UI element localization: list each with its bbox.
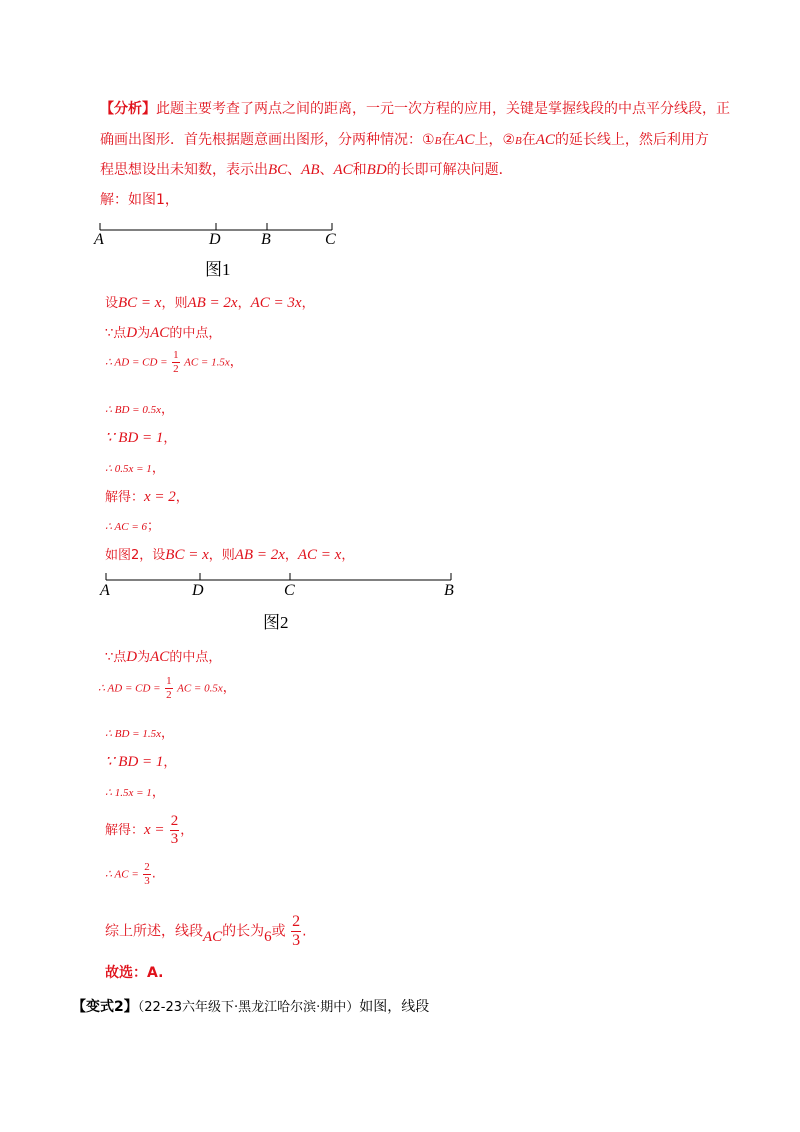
case2-line-6: ∴ 1.5x = 1， bbox=[105, 785, 165, 800]
case1-line-5: ∵ BD = 1， bbox=[105, 430, 177, 446]
case2-line-1: 如图2，设BC = x，则AB = 2x，AC = x， bbox=[105, 547, 355, 563]
figure-1-caption: 图1 bbox=[205, 260, 231, 279]
case2-line-7: 解得：x = $\frac{2}{3}$ ， bbox=[105, 813, 194, 847]
case2-half-fraction: $\frac{1}{2}$ bbox=[166, 675, 172, 701]
case1-line-6: ∴ 0.5x = 1， bbox=[105, 461, 165, 476]
case2-line-2: ∵点D为AC的中点， bbox=[105, 649, 222, 665]
figure-2-caption: 图2 bbox=[263, 613, 289, 632]
case2-line-3: ∴ AD = CD = $\frac{1}{2}$ AC = 0.5x， bbox=[98, 675, 236, 701]
next-problem-line bbox=[72, 996, 429, 1016]
analysis-tag: 【分析】 bbox=[100, 101, 156, 117]
case1-line-4: ∴ BD = 0.5x， bbox=[105, 402, 174, 417]
analysis-line-3: 程思想设出未知数，表示出BC、AB、AC和BD的长即可解决问题． bbox=[100, 162, 513, 178]
analysis-line-1: 【分析】此题主要考查了两点之间的距离，一元一次方程的应用，关键是掌握线段的中点平分线段，正 bbox=[100, 101, 730, 117]
case2-line-5: ∵ BD = 1， bbox=[105, 754, 177, 770]
case2-ac-fraction: $\frac{2}{3}$ bbox=[144, 861, 150, 887]
next-problem-source: （22-23六年级下·黑龙江哈尔滨·期中） bbox=[137, 1000, 360, 1015]
next-problem-text: 如图，线段 bbox=[359, 999, 430, 1015]
case1-line-3: ∴ AD = CD = $\frac{1}{2}$ AC = 1.5x， bbox=[105, 349, 243, 375]
summary-fraction: $\frac{2}{3}$ bbox=[292, 913, 301, 949]
case1-line-8: ∴ AC = 6； bbox=[105, 519, 161, 534]
case1-half-fraction: $\frac{1}{2}$ bbox=[173, 349, 179, 375]
analysis-line-2: 确画出图形．首先根据题意画出图形，分两种情况：①B在AC上，②B在AC的延长线上，然后利用方 bbox=[100, 132, 709, 148]
case2-line-8: ∴ AC = $\frac{2}{3}$ . bbox=[105, 861, 156, 887]
figure-1-label-b: B bbox=[261, 231, 271, 248]
summary-line: 综上所述，线段AC的长为6或 $\frac{2}{3}$ . bbox=[105, 913, 307, 949]
case1-line-1: 设BC = x，则AB = 2x，AC = 3x， bbox=[105, 295, 315, 311]
figure-2-label-b: B bbox=[444, 582, 454, 599]
case1-line-7: 解得：x = 2， bbox=[105, 489, 189, 505]
case1-line-2: ∵点D为AC的中点， bbox=[105, 325, 222, 341]
case2-line-4: ∴ BD = 1.5x， bbox=[105, 726, 174, 741]
figure-2-label-a: A bbox=[100, 582, 110, 599]
case2-x-fraction: $\frac{2}{3}$ bbox=[170, 813, 179, 847]
figure-2 bbox=[96, 570, 466, 600]
solution-intro: 解：如图1， bbox=[100, 192, 179, 208]
figure-1-label-c: C bbox=[325, 231, 336, 248]
figure-1-label-a: A bbox=[94, 231, 104, 248]
figure-2-label-c: C bbox=[284, 582, 295, 599]
answer-line: 故选：A. bbox=[105, 965, 164, 981]
figure-1-label-d: D bbox=[209, 231, 221, 248]
figure-2-label-d: D bbox=[192, 582, 204, 599]
next-problem-tag: 【变式2】 bbox=[72, 999, 138, 1015]
